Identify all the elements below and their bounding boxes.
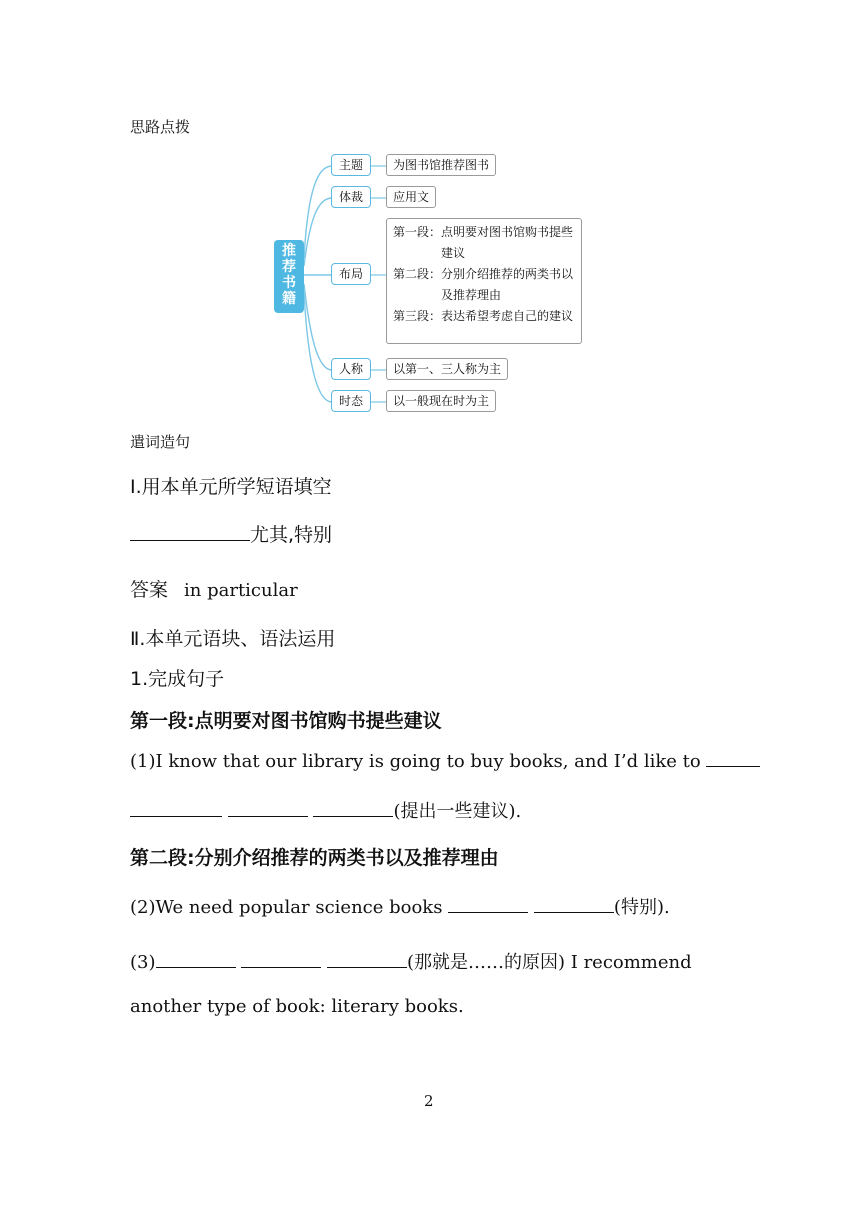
layout-paragraph-lead: 第二段：	[393, 267, 442, 281]
answer-blank[interactable]	[706, 748, 760, 767]
root-char: 荐	[282, 259, 296, 275]
answer-blank[interactable]	[228, 798, 308, 817]
part2-subheading-text: 1.完成句子	[130, 668, 225, 690]
root-char: 书	[282, 275, 296, 291]
branch-label-person: 人称	[331, 358, 371, 380]
question-2-hint: (特别).	[613, 897, 670, 918]
paragraph2-heading: 第二段:分别介绍推荐的两类书以及推荐理由	[130, 847, 499, 869]
answer-label: 答案	[130, 579, 169, 601]
part1-heading: Ⅰ.用本单元所学短语填空	[130, 476, 332, 498]
section-title-wording: 遣词造句	[130, 433, 191, 451]
branch-label-tense: 时态	[331, 390, 371, 412]
layout-paragraph	[393, 264, 577, 306]
question-1-text: (1)I know that our library is going to buy books, and I’d like to	[130, 751, 701, 772]
answer-blank[interactable]	[130, 798, 222, 817]
question-3-hint: (那就是……的原因) I recommend	[406, 952, 692, 973]
answer-blank[interactable]	[313, 798, 393, 817]
branch-text-layout	[386, 218, 582, 344]
root-char: 推	[282, 243, 296, 259]
question-1-hint: (提出一些建议).	[393, 801, 522, 822]
layout-paragraph-text: 分别介绍推荐的两类书以及推荐理由	[441, 267, 574, 302]
answer-blank[interactable]	[156, 949, 236, 968]
part1-item-text: 尤其,特别	[250, 524, 333, 546]
question-2-text: (2)We need popular science books	[130, 897, 443, 918]
layout-paragraph	[393, 222, 577, 264]
branch-label-layout: 布局	[331, 263, 371, 285]
question-1-line2	[130, 797, 521, 823]
question-2	[130, 893, 670, 919]
answer-blank[interactable]	[130, 521, 250, 541]
branch-text-genre: 应用文	[386, 186, 436, 208]
branch-label-genre: 体裁	[331, 186, 371, 208]
question-3-line2: another type of book: literary books.	[130, 996, 464, 1017]
question-1-line1	[130, 748, 760, 772]
root-char: 籍	[282, 291, 296, 307]
answer-blank[interactable]	[241, 949, 321, 968]
branch-text-theme: 为图书馆推荐图书	[386, 154, 496, 176]
mind-map	[268, 148, 598, 418]
section-title-thinking: 思路点拨	[130, 118, 191, 136]
branch-label-theme: 主题	[331, 154, 371, 176]
layout-paragraph-lead: 第三段：	[393, 309, 442, 323]
part1-item	[130, 520, 332, 547]
part2-heading: Ⅱ.本单元语块、语法运用	[130, 628, 336, 650]
paragraph1-heading: 第一段:点明要对图书馆购书提些建议	[130, 710, 442, 732]
answer-blank[interactable]	[534, 894, 614, 913]
layout-paragraph	[393, 306, 577, 327]
branch-text-person: 以第一、三人称为主	[386, 358, 508, 380]
answer-blank[interactable]	[327, 949, 407, 968]
answer-value: in particular	[184, 580, 298, 601]
page-number: 2	[424, 1092, 434, 1110]
question-3-line1	[130, 948, 692, 974]
part2-subheading	[130, 664, 224, 691]
answer-blank[interactable]	[448, 894, 528, 913]
mind-map-root	[274, 240, 304, 313]
layout-paragraph-text: 表达希望考虑自己的建议	[441, 309, 574, 323]
layout-paragraph-lead: 第一段：	[393, 225, 442, 239]
question-3-number: (3)	[130, 952, 156, 973]
layout-paragraph-text: 点明要对图书馆购书提些建议	[441, 225, 574, 260]
branch-text-tense: 以一般现在时为主	[386, 390, 496, 412]
part1-answer	[130, 575, 298, 602]
